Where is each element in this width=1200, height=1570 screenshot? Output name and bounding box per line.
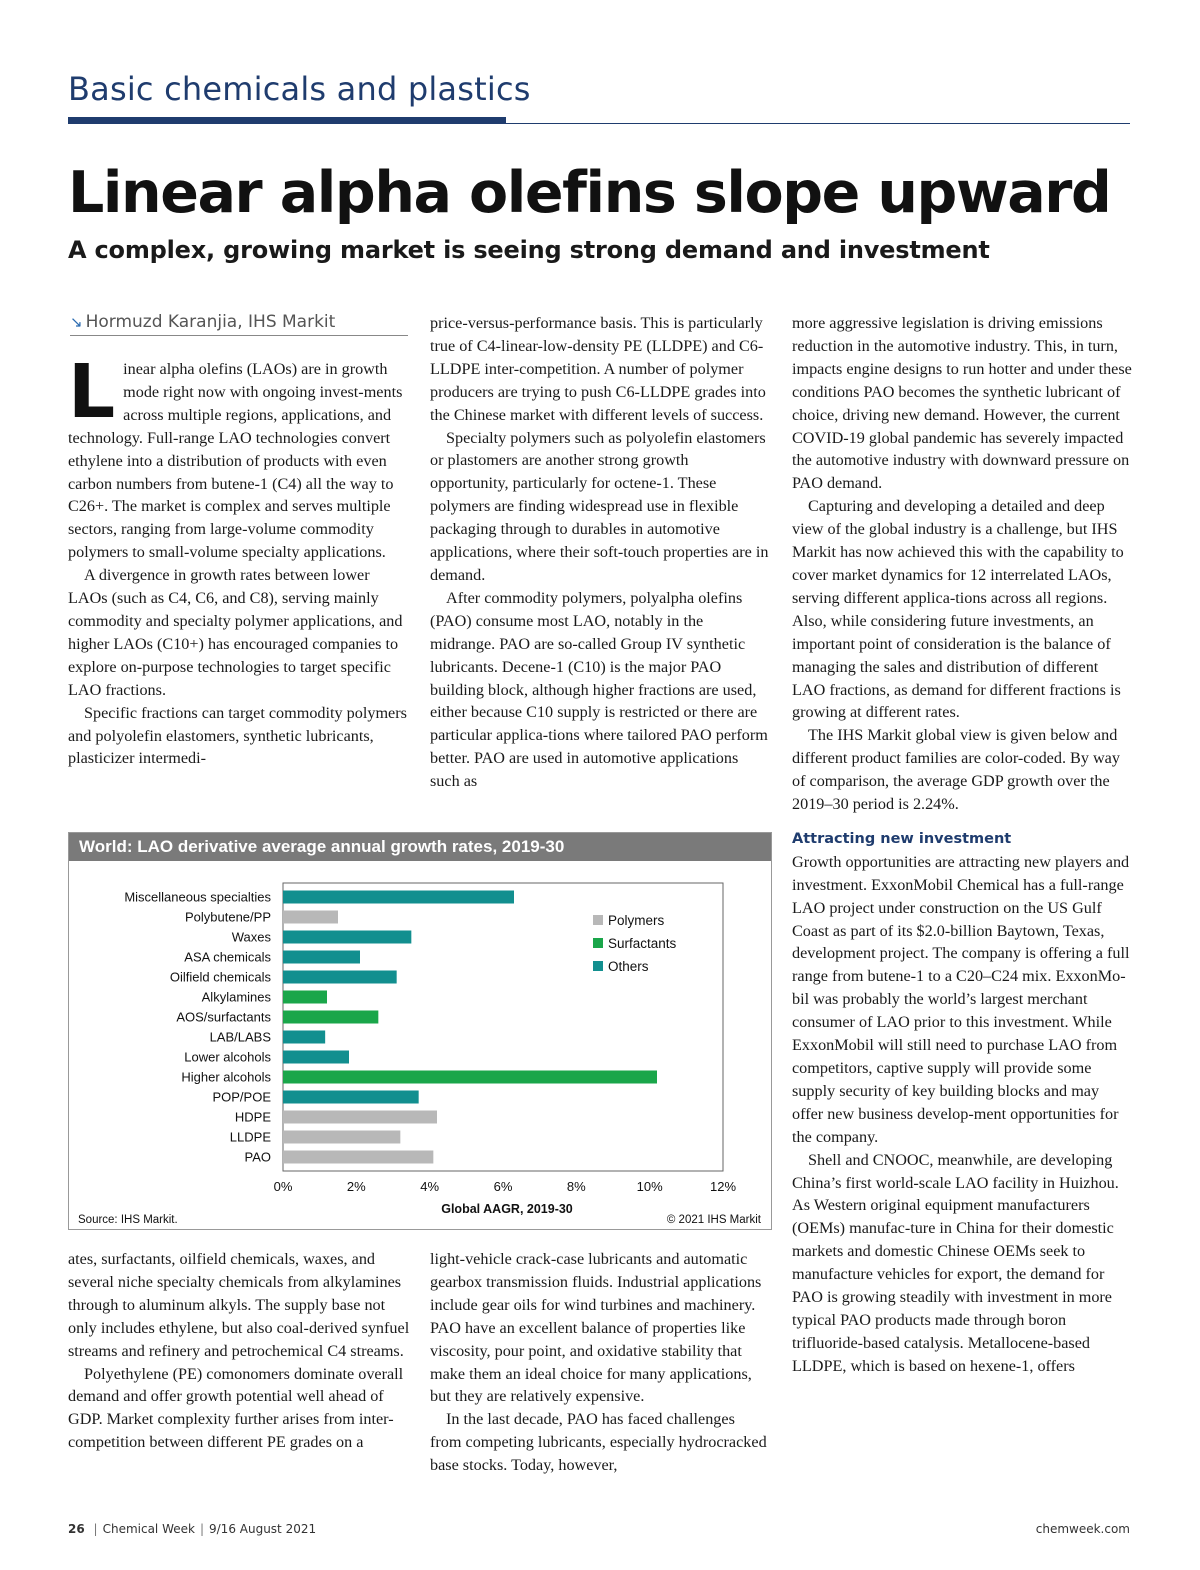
x-tick-label: 8% [566,1179,586,1194]
drop-cap: L [68,349,116,435]
column-3 [792,312,1132,1378]
x-tick-label: 6% [493,1179,513,1194]
category-label: PAO [244,1149,271,1165]
x-tick-label: 0% [273,1179,293,1194]
legend-swatch [593,938,603,948]
paragraph: price-versus-performance basis. This is particularly true of C4-linear-low-density PE (LLDPE) and C6-LLDPE inter-competition. A number of polymer producers are trying to push C6-LLDPE grades into the Chinese market with different levels of success. [430,314,766,424]
paragraph: A divergence in growth rates between lower LAOs (such as C4, C6, and C8), serving mainly commodity and specialty polymer applications, and higher LAOs (C10+) has encouraged companies to explore on-purpose technologies to target specific LAO fractions. [68,566,403,699]
category-label: Polybutene/PP [184,909,271,925]
bar-aos-surfactants [283,1011,378,1024]
bar-waxes [283,931,411,944]
footer-url[interactable]: chemweek.com [1035,1522,1130,1536]
legend-swatch [593,915,603,925]
column-1-top [68,349,410,770]
legend-label: Polymers [608,913,665,928]
section-label: Basic chemicals and plastics [68,70,531,108]
category-label: LLDPE [229,1129,271,1145]
legend-label: Surfactants [608,936,677,951]
deck: A complex, growing market is seeing strong demand and investment [68,236,990,264]
bar-alkylamines [283,991,327,1004]
category-label: AOS/surfactants [176,1009,271,1025]
category-label: POP/POE [212,1089,271,1105]
page-number: 26 [68,1522,85,1536]
chart-plot [69,861,771,1229]
x-tick-label: 10% [636,1179,663,1194]
byline [70,312,408,336]
footer-left [68,1522,316,1536]
paragraph: Polyethylene (PE) comonomers dominate overall demand and offer growth potential well ahead of GDP. Market complexity further arises from inter-competition between different PE grades on a [68,1364,404,1452]
category-label: Higher alcohols [181,1069,271,1085]
column-2-top [430,312,770,793]
legend-swatch [593,961,603,971]
paragraph: Capturing and developing a detailed and deep view of the global industry is a challenge, but IHS Markit has now achieved this with the capability to cover market dynamics for 12 interrelated LAOs, serving different applica-tions across all regions. Also, while considering future investments, an important point of consideration is the balance of managing the sales and distribution of different LAO fractions, as demand for different fractions is growing at different rates. [792,497,1124,722]
paragraph: In the last decade, PAO has faced challenges from competing lubricants, especially hydrocracked base stocks. Today, however, [430,1410,767,1475]
category-label: ASA chemicals [184,949,271,965]
bar-lower-alcohols [283,1051,349,1064]
bar-polybutene-pp [283,911,338,924]
subheading: Attracting new investment [792,830,1012,847]
paragraph: inear alpha olefins (LAOs) are in growth mode right now with ongoing invest-ments across multiple regions, applications, and technology. Full-range LAO technologies convert ethylene into a distribution of products with even carbon numbers from butene-1 (C4) all the way to C26+. The market is complex and serves multiple sectors, ranging from large-volume commodity polymers to small-volume specialty applications. [68,360,403,562]
x-tick-label: 4% [420,1179,440,1194]
category-label: Waxes [231,929,271,945]
category-label: LAB/LABS [209,1029,271,1045]
headline: Linear alpha olefins slope upward [68,160,1111,226]
footer-separator: | [93,1522,98,1536]
paragraph: ates, surfactants, oilfield chemicals, waxes, and several niche specialty chemicals from alkylamines through to aluminum alkyls. The supply base not only includes ethylene, but also coal-derived synfuel streams and refinery and petrochemical C4 streams. [68,1250,410,1360]
chart-title: World: LAO derivative average annual growth rates, 2019-30 [69,833,771,861]
x-tick-label: 2% [346,1179,366,1194]
bar-higher-alcohols [283,1071,657,1084]
x-axis-title: Global AAGR, 2019-30 [441,1202,573,1216]
column-1-bottom [68,1248,410,1454]
category-label: Alkylamines [201,989,271,1005]
x-tick-label: 12% [709,1179,737,1194]
paragraph: The IHS Markit global view is given below and different product families are color-coded. By way of comparison, the average GDP growth over the 2019–30 period is 2.24%. [792,726,1120,814]
paragraph: more aggressive legislation is driving emissions reduction in the automotive industry. This, in turn, impacts engine designs to run hotter and under these conditions PAO becomes the synthetic lubricant of choice, driving new demand. However, the current COVID-19 global pandemic has severely impacted the automotive industry with downward pressure on PAO demand. [792,314,1132,493]
issue-date: 9/16 August 2021 [209,1522,317,1536]
footer-separator: | [199,1522,204,1536]
category-label: Lower alcohols [184,1049,271,1065]
paragraph: Specialty polymers such as polyolefin elastomers or plastomers are another strong growth opportunity, particularly for octene-1. These polymers are finding widespread use in flexible packaging through to durables in automotive applications, where their soft-touch properties are in demand. [430,428,769,584]
section-rule-accent [68,117,506,124]
publication-name: Chemical Week [102,1522,195,1536]
paragraph: Growth opportunities are attracting new players and investment. ExxonMobil Chemical has a full-range LAO project under construction on the US Gulf Coast as part of its $2.0-billion Baytown, Texas, development project. The company is offering a full range from butene-1 to a C20–C24 mix. ExxonMo-bil was probably the world’s largest merchant consumer of LAO prior to this investment. While ExxonMobil will still need to purchase LAO from competitors, captive supply will provide some supply security of key building blocks and may offer new business develop-ment opportunities for the company. [792,852,1130,1146]
bar-pop-poe [283,1091,419,1104]
bar-lldpe [283,1131,400,1144]
arrow-icon: ↘ [70,313,83,331]
chart [68,832,772,1230]
bar-miscellaneous-specialties [283,891,514,904]
bar-asa-chemicals [283,951,360,964]
paragraph: Shell and CNOOC, meanwhile, are developing China’s first world-scale LAO facility in Huizhou. As Western original equipment manufacturers (OEMs) manufac-ture in China for their domestic markets and domestic Chinese OEMs seek to manufacture vehicles for export, the demand for PAO is growing steadily with investment in more typical PAO products made through boron trifluoride-based catalysis. Metallocene-based LLDPE, which is based on hexene-1, offers [792,1150,1119,1375]
chart-copyright: © 2021 IHS Markit [666,1214,761,1226]
category-label: Oilfield chemicals [169,969,271,985]
paragraph: After commodity polymers, polyalpha olefins (PAO) consume most LAO, notably in the midrange. PAO are so-called Group IV synthetic lubricants. Decene-1 (C10) is the major PAO building block, although higher fractions are used, either because C10 supply is restricted or there are particular applica-tions where tailored PAO perform better. PAO are used in automotive applications such as [430,588,768,791]
legend-label: Others [608,959,649,974]
paragraph: light-vehicle crack-case lubricants and automatic gearbox transmission fluids. Industrial applications include gear oils for wind turbines and machinery. PAO have an excellent balance of properties like viscosity, pour point, and oxidative stability that make them an ideal choice for many applications, but they are relatively expensive. [430,1250,762,1406]
category-label: Miscellaneous specialties [124,889,271,905]
bar-oilfield-chemicals [283,971,397,984]
paragraph: Specific fractions can target commodity polymers and polyolefin elastomers, synthetic lubricants, plasticizer intermedi- [68,703,407,768]
column-2-bottom [430,1248,770,1477]
byline-author: Hormuzd Karanjia, IHS Markit [85,312,336,332]
bar-hdpe [283,1111,437,1124]
bar-pao [283,1151,433,1164]
category-label: HDPE [234,1109,271,1125]
chart-source: Source: IHS Markit. [78,1214,178,1226]
bar-lab-labs [283,1031,325,1044]
